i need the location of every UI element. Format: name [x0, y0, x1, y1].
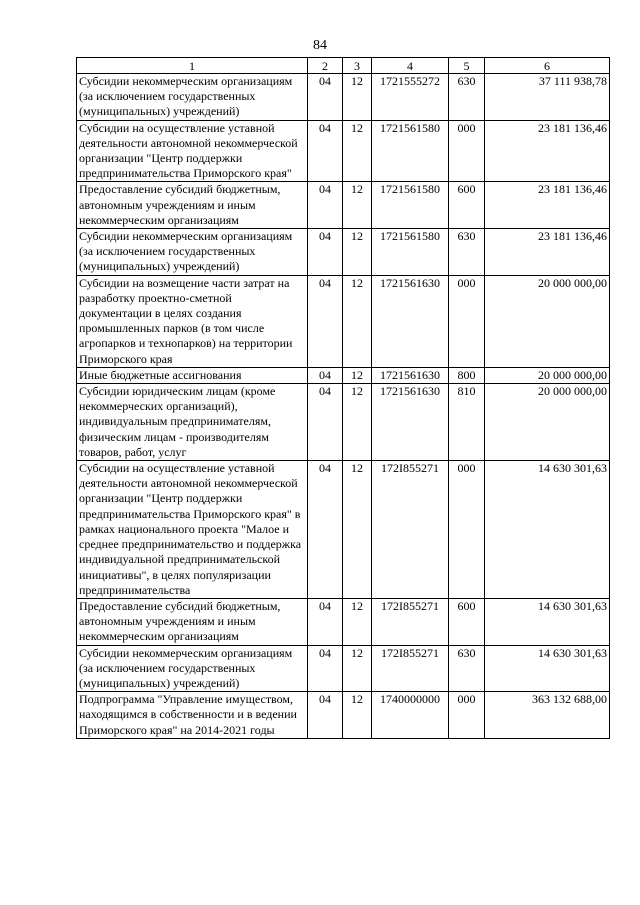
- row-amount: 23 181 136,46: [485, 120, 610, 182]
- column-header-target: 4: [372, 58, 449, 74]
- row-subsection: 12: [343, 120, 372, 182]
- row-name: Субсидии юридическим лицам (кроме некоммерческих организаций), индивидуальным предпринимателям, физическим лицам - производителям товаров, работ, услуг: [77, 384, 308, 461]
- row-section: 04: [308, 461, 343, 599]
- row-amount: 14 630 301,63: [485, 645, 610, 692]
- table-row: [77, 461, 610, 599]
- row-expense-type: 630: [449, 229, 485, 276]
- table-row: [77, 229, 610, 276]
- row-section: 04: [308, 598, 343, 645]
- column-header-amount: 6: [485, 58, 610, 74]
- row-section: 04: [308, 384, 343, 461]
- row-subsection: 12: [343, 598, 372, 645]
- row-amount: 14 630 301,63: [485, 461, 610, 599]
- row-target: 1721561580: [372, 182, 449, 229]
- row-section: 04: [308, 229, 343, 276]
- table-row: [77, 74, 610, 121]
- column-header-expense-type: 5: [449, 58, 485, 74]
- row-section: 04: [308, 74, 343, 121]
- row-target: 1721561580: [372, 120, 449, 182]
- table-row: [77, 384, 610, 461]
- row-amount: 23 181 136,46: [485, 229, 610, 276]
- row-name: Субсидии некоммерческим организациям (за исключением государственных (муниципальных) учреждений): [77, 74, 308, 121]
- row-subsection: 12: [343, 367, 372, 383]
- table-row: [77, 275, 610, 367]
- row-target: 172I855271: [372, 645, 449, 692]
- row-expense-type: 810: [449, 384, 485, 461]
- row-expense-type: 000: [449, 461, 485, 599]
- row-section: 04: [308, 367, 343, 383]
- table-row: [77, 692, 610, 739]
- row-section: 04: [308, 182, 343, 229]
- row-section: 04: [308, 645, 343, 692]
- table-row: [77, 120, 610, 182]
- row-section: 04: [308, 275, 343, 367]
- row-amount: 20 000 000,00: [485, 275, 610, 367]
- row-name: Иные бюджетные ассигнования: [77, 367, 308, 383]
- table-row: [77, 645, 610, 692]
- row-target: 1721555272: [372, 74, 449, 121]
- row-amount: 20 000 000,00: [485, 384, 610, 461]
- row-name: Субсидии на осуществление уставной деятельности автономной некоммерческой организации "Центр поддержки предпринимательства Приморского края" в рамках национального проекта "Малое и среднее предпринимательство и поддержка индивидуальной предпринимательской инициативы", в целях популяризации предпринимательства: [77, 461, 308, 599]
- row-expense-type: 630: [449, 74, 485, 121]
- row-name: Субсидии на осуществление уставной деятельности автономной некоммерческой организации "Центр поддержки предпринимательства Приморского края": [77, 120, 308, 182]
- row-amount: 363 132 688,00: [485, 692, 610, 739]
- row-expense-type: 600: [449, 598, 485, 645]
- budget-table: [76, 57, 610, 739]
- column-header-subsection: 3: [343, 58, 372, 74]
- row-subsection: 12: [343, 692, 372, 739]
- row-name: Предоставление субсидий бюджетным, автономным учреждениям и иным некоммерческим организациям: [77, 182, 308, 229]
- row-target: 1721561630: [372, 384, 449, 461]
- row-amount: 37 111 938,78: [485, 74, 610, 121]
- row-subsection: 12: [343, 461, 372, 599]
- column-header-name: 1: [77, 58, 308, 74]
- row-section: 04: [308, 120, 343, 182]
- row-expense-type: 000: [449, 692, 485, 739]
- row-name: Субсидии некоммерческим организациям (за исключением государственных (муниципальных) учреждений): [77, 645, 308, 692]
- row-subsection: 12: [343, 229, 372, 276]
- table-row: [77, 598, 610, 645]
- row-subsection: 12: [343, 275, 372, 367]
- row-expense-type: 630: [449, 645, 485, 692]
- row-name: Субсидии на возмещение части затрат на разработку проектно-сметной документации в целях создания промышленных парков (в том числе агропарков и технопарков) на территории Приморского края: [77, 275, 308, 367]
- row-name: Предоставление субсидий бюджетным, автономным учреждениям и иным некоммерческим организациям: [77, 598, 308, 645]
- header-row: [77, 58, 610, 74]
- page-number: 84: [313, 38, 327, 53]
- row-subsection: 12: [343, 182, 372, 229]
- row-target: 172I855271: [372, 461, 449, 599]
- row-subsection: 12: [343, 74, 372, 121]
- row-subsection: 12: [343, 645, 372, 692]
- row-target: 1721561630: [372, 275, 449, 367]
- row-amount: 14 630 301,63: [485, 598, 610, 645]
- row-target: 1721561630: [372, 367, 449, 383]
- row-expense-type: 000: [449, 275, 485, 367]
- row-section: 04: [308, 692, 343, 739]
- column-header-section: 2: [308, 58, 343, 74]
- table-row: [77, 367, 610, 383]
- table-body: [77, 74, 610, 739]
- row-target: 172I855271: [372, 598, 449, 645]
- row-subsection: 12: [343, 384, 372, 461]
- row-amount: 20 000 000,00: [485, 367, 610, 383]
- row-name: Субсидии некоммерческим организациям (за исключением государственных (муниципальных) учреждений): [77, 229, 308, 276]
- row-target: 1740000000: [372, 692, 449, 739]
- row-name: Подпрограмма "Управление имуществом, находящимся в собственности и в ведении Приморского края" на 2014-2021 годы: [77, 692, 308, 739]
- table-row: [77, 182, 610, 229]
- row-expense-type: 600: [449, 182, 485, 229]
- row-expense-type: 800: [449, 367, 485, 383]
- row-amount: 23 181 136,46: [485, 182, 610, 229]
- row-expense-type: 000: [449, 120, 485, 182]
- row-target: 1721561580: [372, 229, 449, 276]
